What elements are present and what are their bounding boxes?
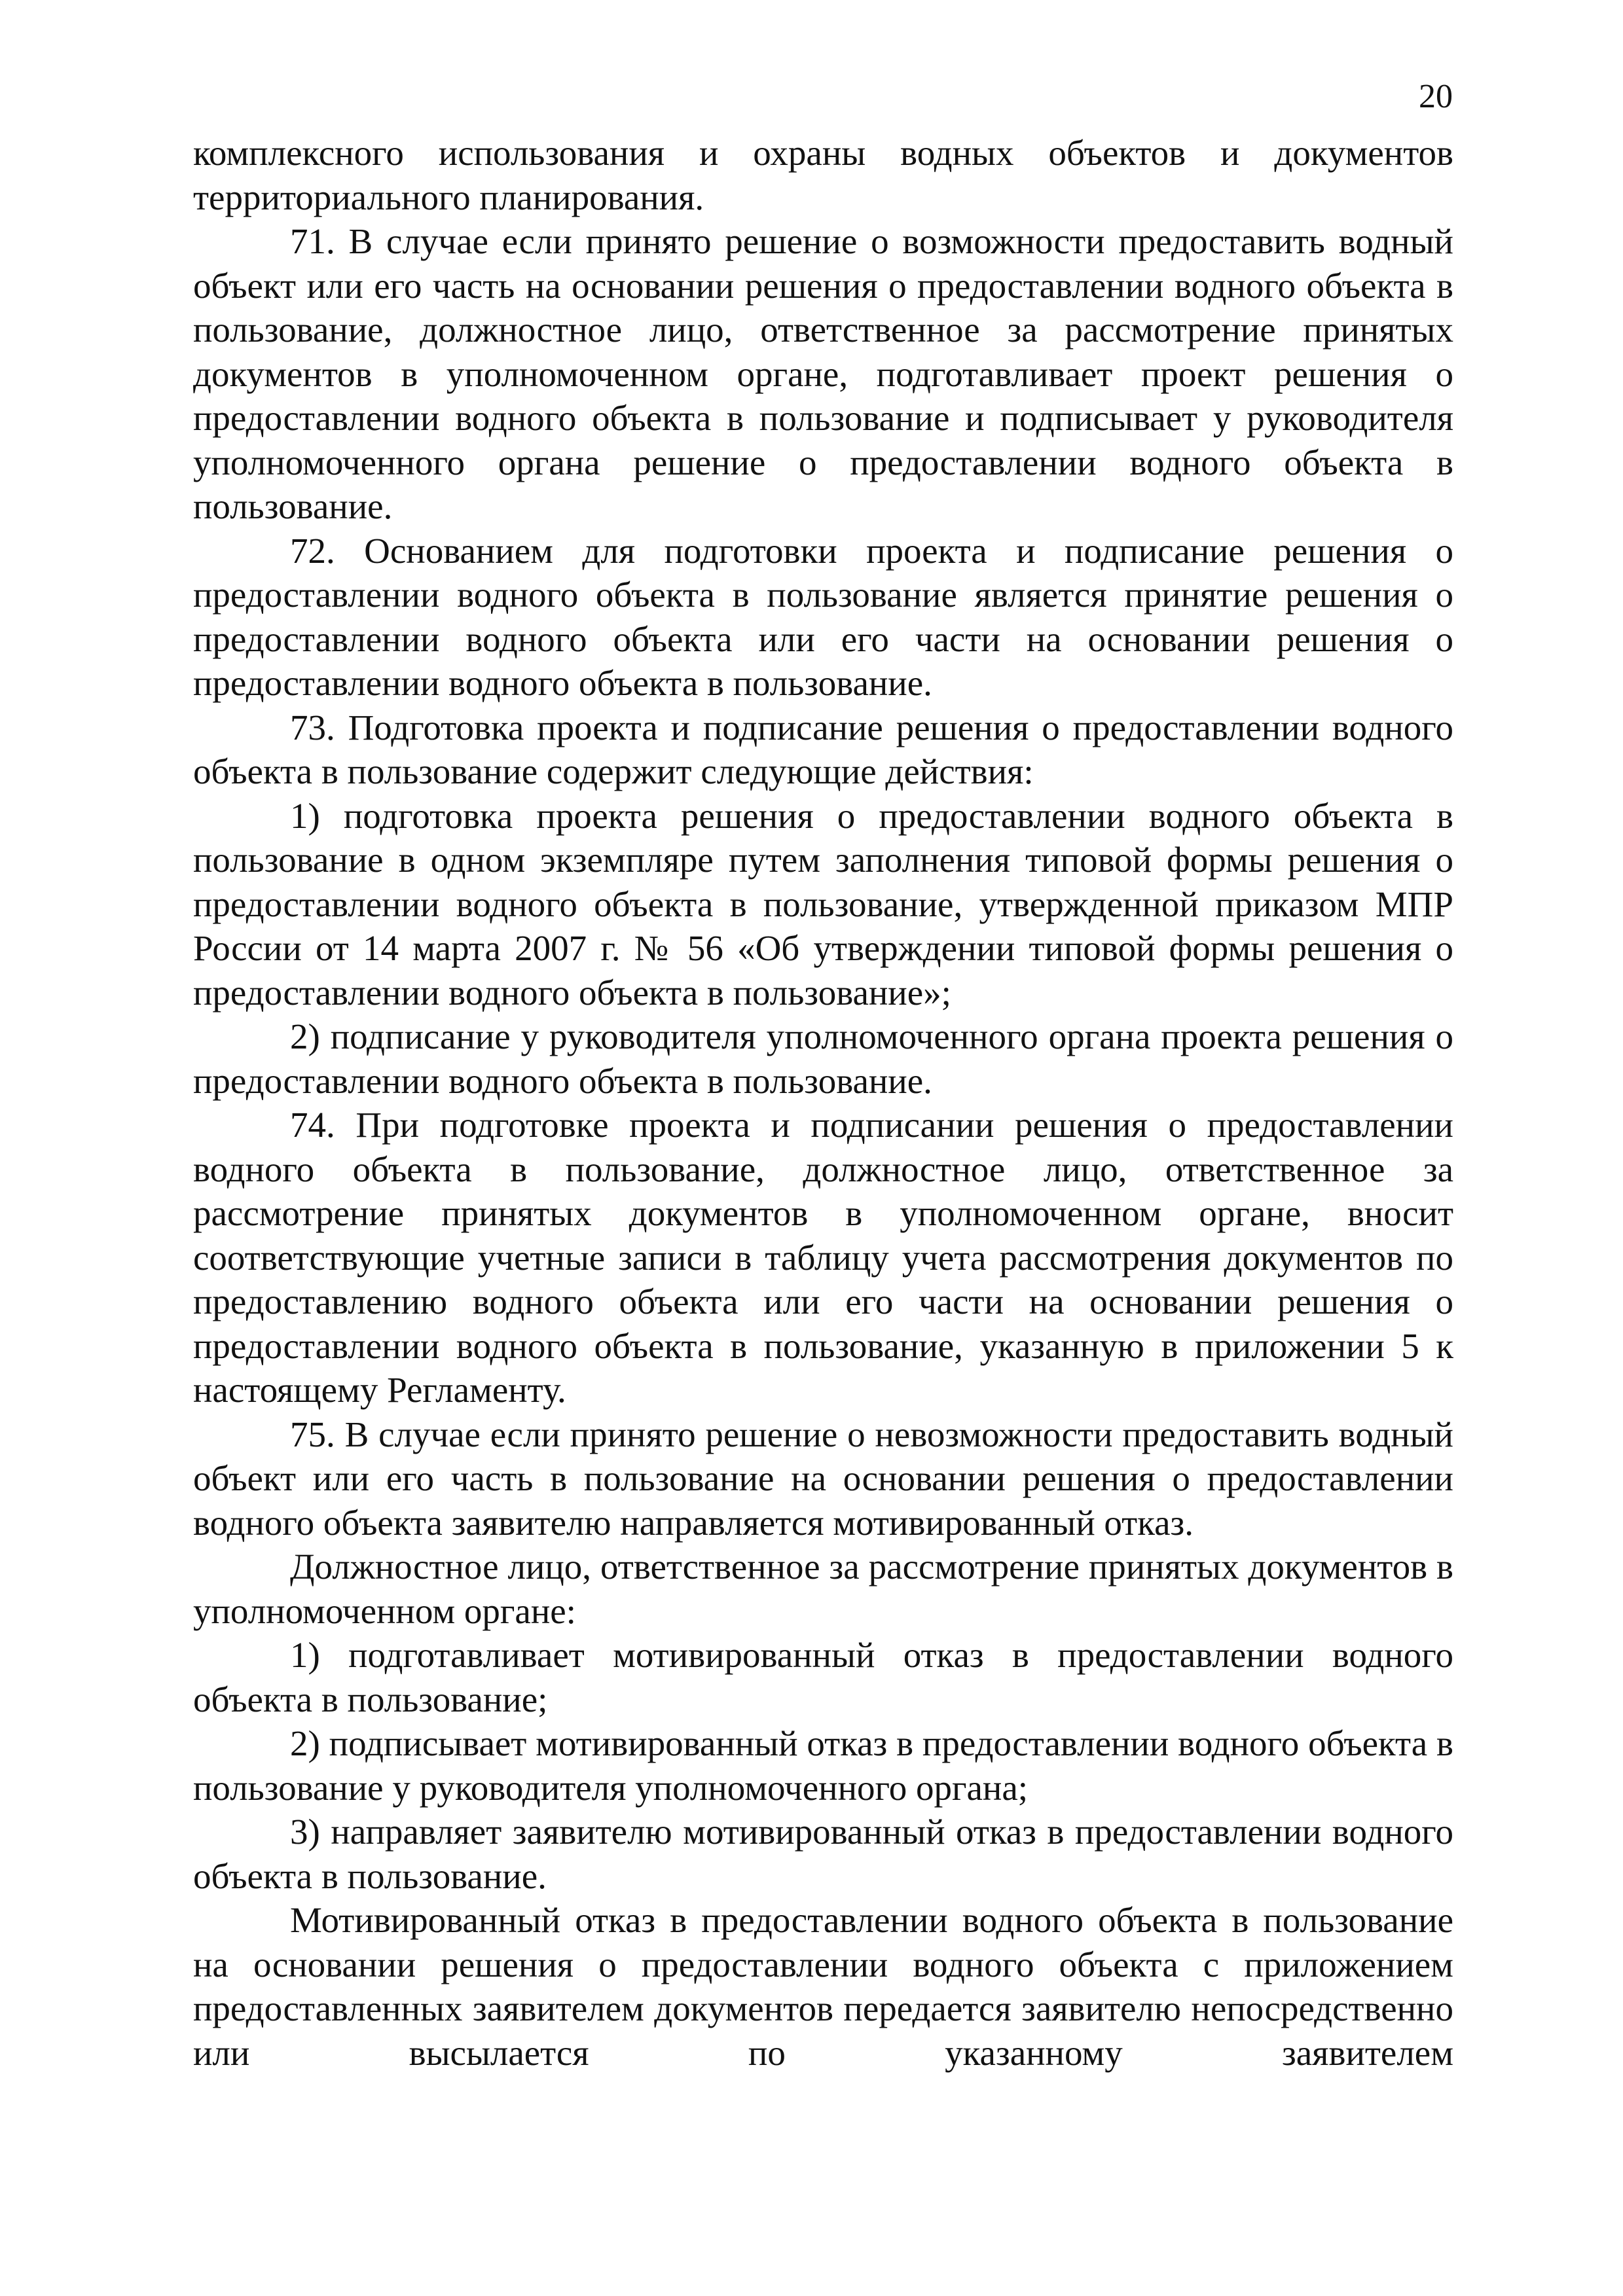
paragraph-official-item-3: 3) направляет заявителю мотивированный отказ в предоставлении водного объекта в пользование. [193, 1812, 1453, 1896]
paragraph-official-item-2: 2) подписывает мотивированный отказ в предоставлении водного объекта в пользование у руководителя уполномоченного органа; [193, 1723, 1453, 1808]
paragraph-75: 75. В случае если принято решение о невозможности предоставить водный объект или его часть в пользование на основании решения о предоставлении водного объекта заявителю направляется мотивированный отказ. [193, 1414, 1453, 1543]
document-body [193, 131, 1453, 2075]
paragraph-official-intro: Должностное лицо, ответственное за рассмотрение принятых документов в уполномоченном органе: [193, 1547, 1453, 1631]
page-number: 20 [1419, 78, 1453, 115]
paragraph-official-item-1: 1) подготавливает мотивированный отказ в предоставлении водного объекта в пользование; [193, 1635, 1453, 1719]
paragraph-74: 74. При подготовке проекта и подписании решения о предоставлении водного объекта в пользование, должностное лицо, ответственное за рассмотрение принятых документов в уполномоченном органе, вносит соответствующие учетные записи в таблицу учета рассмотрения документов по предоставлению водного объекта или его части на основании решения о предоставлении водного объекта в пользование, указанную в приложении 5 к настоящему Регламенту. [193, 1105, 1453, 1410]
paragraph-73-item-2: 2) подписание у руководителя уполномоченного органа проекта решения о предоставлении водного объекта в пользование. [193, 1016, 1453, 1101]
paragraph-73: 73. Подготовка проекта и подписание решения о предоставлении водного объекта в пользование содержит следующие действия: [193, 707, 1453, 791]
paragraph-refusal-delivery: Мотивированный отказ в предоставлении водного объекта в пользование на основании решения о предоставлении водного объекта с приложением предоставленных заявителем документов передается заявителю непосредственно или высылается по указанному заявителем [193, 1900, 1453, 2073]
paragraph-73-item-1: 1) подготовка проекта решения о предоставлении водного объекта в пользование в одном экземпляре путем заполнения типовой формы решения о предоставлении водного объекта в пользование, утвержденной приказом МПР России от 14 марта 2007 г. № 56 «Об утверждении типовой формы решения о предоставлении водного объекта в пользование»; [193, 795, 1453, 1013]
paragraph-continuation: комплексного использования и охраны водных объектов и документов территориального планирования. [193, 133, 1453, 217]
paragraph-71: 71. В случае если принято решение о возможности предоставить водный объект или его часть на основании решения о предоставлении водного объекта в пользование, должностное лицо, ответственное за рассмотрение принятых документов в уполномоченном органе, подготавливает проект решения о предоставлении водного объекта в пользование и подписывает у руководителя уполномоченного органа решение о предоставлении водного объекта в пользование. [193, 221, 1453, 526]
paragraph-72: 72. Основанием для подготовки проекта и подписание решения о предоставлении водного объекта в пользование является принятие решения о предоставлении водного объекта или его части на основании решения о предоставлении водного объекта в пользование. [193, 530, 1453, 703]
